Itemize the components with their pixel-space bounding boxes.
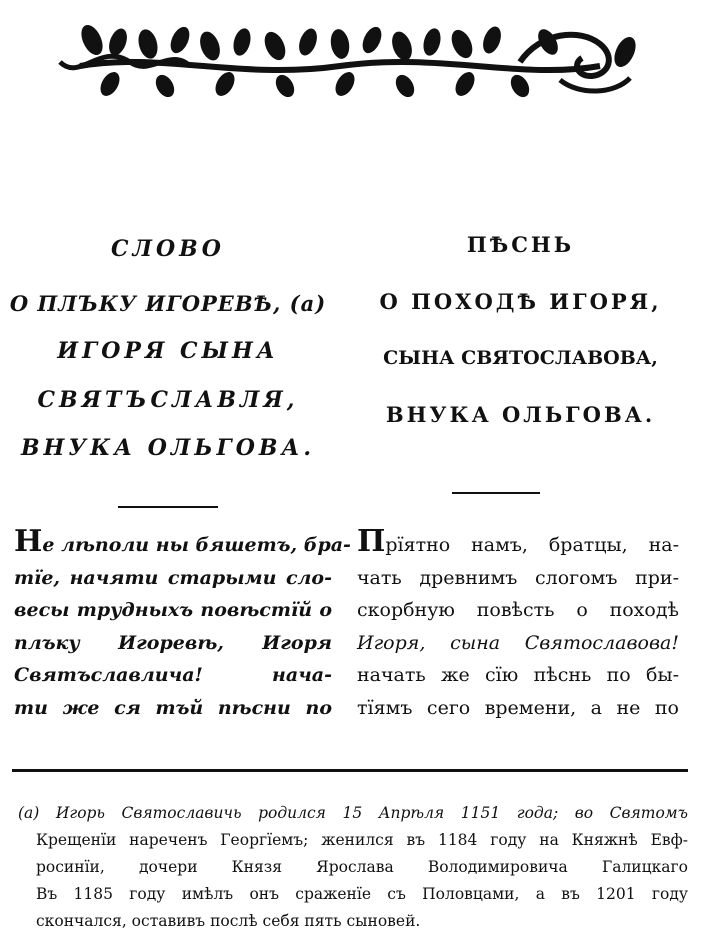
left-body-line: плъку Игоревѣ, Игоря	[14, 631, 332, 654]
left-title-block	[0, 228, 336, 461]
right-title-line-4: ВНУКА ОЛЬГОВА.	[385, 402, 656, 427]
left-dropcap: Н	[14, 524, 43, 559]
right-title-line-1: ПѢСНЬ	[466, 232, 575, 257]
left-title-line-2: О ПЛЪКУ ИГОРЕВѢ, (а)	[9, 291, 327, 316]
footnote-line: скончался, оставивъ послѣ себя пять сыновей.	[36, 912, 421, 930]
footnote-line: Въ 1185 году имѣлъ онъ сраженїе съ Половцами, а въ 1201 году	[36, 885, 688, 903]
right-body-line: скорбную повѣсть о походѣ	[357, 599, 679, 621]
foliage-ornament-icon	[40, 22, 642, 100]
left-title-rule	[118, 506, 218, 508]
left-title-line-4: СВЯТЪСЛАВЛЯ,	[37, 387, 299, 413]
right-body-line: чать древнимъ слогомъ при-	[357, 566, 679, 589]
footnote-line: (а) Игорь Святославичь родился 15 Апрѣля 1151 года; во Святомъ	[18, 804, 688, 822]
left-body-text	[14, 524, 351, 724]
left-body-line: тїе, начяти старыми сло-	[14, 566, 332, 589]
footnote-line: Крещенїи нареченъ Георгїемъ; женился въ 1184 году на Княжнѣ Евф-	[36, 831, 688, 849]
right-title-block	[348, 228, 693, 427]
left-body-line: весы трудныхъ повѣстїй о	[14, 599, 332, 621]
footnote-separator	[12, 769, 688, 772]
footnote-line: росинїи, дочери Князя Ярослава Володимировича Галицкаго	[36, 858, 688, 876]
left-title-line-5: ВНУКА ОЛЬГОВА.	[20, 435, 316, 461]
right-title-rule	[452, 492, 540, 494]
right-body-line: Прїятно намъ, братцы, на-	[357, 524, 679, 559]
right-body-line: начать же сїю пѣснь по бы-	[357, 664, 679, 686]
left-body-line: ти же ся тъй пѣсни по	[14, 696, 332, 719]
left-body-line: Не лѣполи ны бяшетъ, бра-	[14, 524, 351, 559]
left-body-line: Святъславлича! нача-	[14, 664, 332, 686]
right-title-line-2: О ПОХОДѢ ИГОРЯ,	[379, 289, 662, 314]
right-body-line: Игоря, сына Святославова!	[357, 631, 679, 654]
left-title-line-3: ИГОРЯ СЫНА	[57, 338, 279, 364]
right-body-line: тїямъ сего времени, а не по	[357, 696, 679, 719]
right-body-text	[357, 524, 679, 724]
right-title-line-3: СЫНА СВЯТОСЛАВОВА,	[383, 347, 658, 369]
left-title-line-1: СЛОВО	[111, 236, 225, 262]
right-dropcap: П	[357, 524, 386, 559]
footnote	[18, 800, 688, 935]
